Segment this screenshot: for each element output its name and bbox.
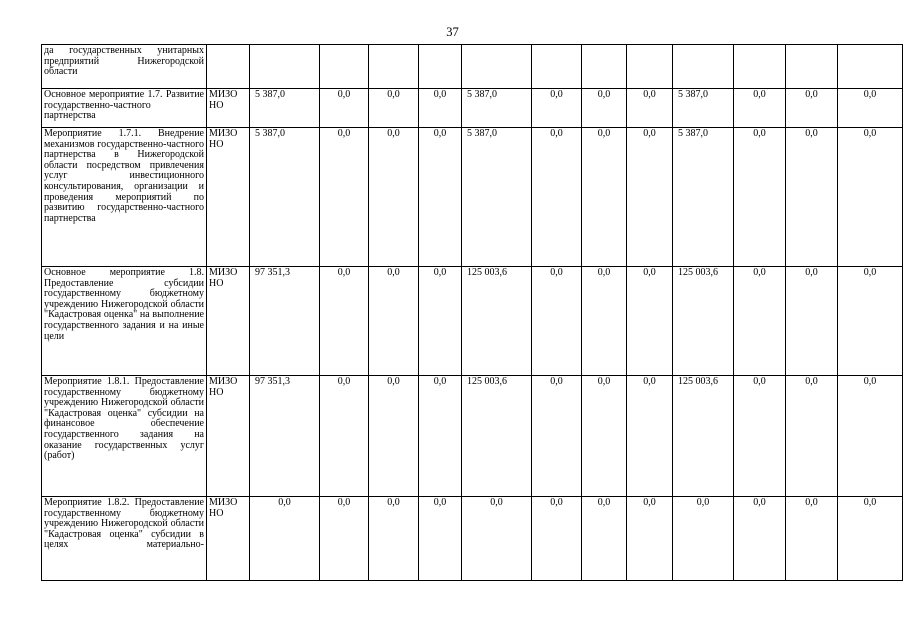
row-value: 0,0 [532, 376, 582, 497]
row-value: 0,0 [419, 376, 462, 497]
row-executor: МИЗО НО [207, 497, 250, 581]
row-value [838, 45, 903, 89]
page-number: 37 [446, 25, 459, 39]
row-value: 0,0 [838, 267, 903, 376]
row-value: 0,0 [419, 89, 462, 128]
row-value: 0,0 [673, 497, 734, 581]
row-value: 0,0 [369, 267, 419, 376]
row-value: 0,0 [627, 89, 673, 128]
row-value: 0,0 [734, 497, 786, 581]
row-value: 0,0 [320, 89, 369, 128]
row-value [532, 45, 582, 89]
row-value: 97 351,3 [250, 267, 320, 376]
row-value [627, 45, 673, 89]
row-value [419, 45, 462, 89]
row-value: 5 387,0 [250, 128, 320, 267]
budget-table [41, 44, 903, 581]
row-value [673, 45, 734, 89]
row-value: 0,0 [419, 267, 462, 376]
table-row [42, 376, 903, 497]
row-value: 5 387,0 [462, 128, 532, 267]
row-executor: МИЗО НО [207, 267, 250, 376]
row-value: 0,0 [462, 497, 532, 581]
row-value: 0,0 [838, 89, 903, 128]
row-value: 0,0 [320, 497, 369, 581]
row-value [369, 45, 419, 89]
row-description: Мероприятие 1.8.1. Предоставление государственному бюджетному учреждению Нижегородской области "Кадастровая оценка" субсидии на финансовое обеспечение государственного задания на оказание государственных услуг (работ) [42, 376, 207, 497]
row-value [320, 45, 369, 89]
row-executor: МИЗО НО [207, 89, 250, 128]
row-value: 0,0 [320, 376, 369, 497]
row-description: Мероприятие 1.8.2. Предоставление государственному бюджетному учреждению Нижегородской области "Кадастровая оценка" субсидии в целях материально- [42, 497, 207, 581]
row-value [462, 45, 532, 89]
row-value: 0,0 [734, 89, 786, 128]
row-value: 0,0 [250, 497, 320, 581]
row-value: 5 387,0 [673, 128, 734, 267]
table-row [42, 128, 903, 267]
row-value [582, 45, 627, 89]
row-value: 0,0 [627, 497, 673, 581]
row-value: 0,0 [369, 89, 419, 128]
row-value: 0,0 [369, 128, 419, 267]
row-value: 125 003,6 [673, 376, 734, 497]
row-value: 0,0 [838, 376, 903, 497]
row-value: 0,0 [532, 267, 582, 376]
row-value: 0,0 [786, 497, 838, 581]
row-description: Мероприятие 1.7.1. Внедрение механизмов государственно-частного партнерства в Нижегородской области посредством привлечения услуг инвестиционного консультирования, организации и проведения мероприятий по развитию государственно-частного партнерства [42, 128, 207, 267]
row-executor [207, 45, 250, 89]
table-row [42, 267, 903, 376]
row-value: 5 387,0 [673, 89, 734, 128]
row-value: 0,0 [734, 376, 786, 497]
row-value: 125 003,6 [462, 376, 532, 497]
row-value: 125 003,6 [673, 267, 734, 376]
row-value: 0,0 [532, 89, 582, 128]
row-value: 0,0 [532, 497, 582, 581]
row-value: 125 003,6 [462, 267, 532, 376]
row-value: 0,0 [627, 128, 673, 267]
row-executor: МИЗО НО [207, 128, 250, 267]
row-value: 0,0 [369, 376, 419, 497]
row-value: 0,0 [419, 128, 462, 267]
table-row [42, 89, 903, 128]
row-value: 0,0 [582, 128, 627, 267]
row-description: Основное мероприятие 1.8. Предоставление субсидии государственному бюджетному учреждению Нижегородской области "Кадастровая оценка" на выполнение государственного задания и на иные цели [42, 267, 207, 376]
row-value: 5 387,0 [462, 89, 532, 128]
row-value: 0,0 [582, 89, 627, 128]
row-value: 0,0 [838, 128, 903, 267]
row-value: 0,0 [419, 497, 462, 581]
row-value: 0,0 [320, 128, 369, 267]
table-row [42, 497, 903, 581]
row-value [250, 45, 320, 89]
row-description: да государственных унитарных предприятий Нижегородской области [42, 45, 207, 89]
row-value: 0,0 [786, 267, 838, 376]
row-value: 0,0 [582, 497, 627, 581]
row-value: 0,0 [734, 267, 786, 376]
row-value [734, 45, 786, 89]
row-value: 0,0 [320, 267, 369, 376]
row-value: 0,0 [369, 497, 419, 581]
row-value: 0,0 [786, 376, 838, 497]
row-value: 0,0 [582, 376, 627, 497]
row-value: 97 351,3 [250, 376, 320, 497]
row-value: 0,0 [582, 267, 627, 376]
row-value: 5 387,0 [250, 89, 320, 128]
row-value: 0,0 [734, 128, 786, 267]
row-executor: МИЗО НО [207, 376, 250, 497]
row-value: 0,0 [786, 89, 838, 128]
row-value: 0,0 [627, 376, 673, 497]
row-value: 0,0 [838, 497, 903, 581]
row-value: 0,0 [627, 267, 673, 376]
table-row [42, 45, 903, 89]
row-value [786, 45, 838, 89]
row-value: 0,0 [786, 128, 838, 267]
row-value: 0,0 [532, 128, 582, 267]
row-description: Основное мероприятие 1.7. Развитие государственно-частного партнерства [42, 89, 207, 128]
